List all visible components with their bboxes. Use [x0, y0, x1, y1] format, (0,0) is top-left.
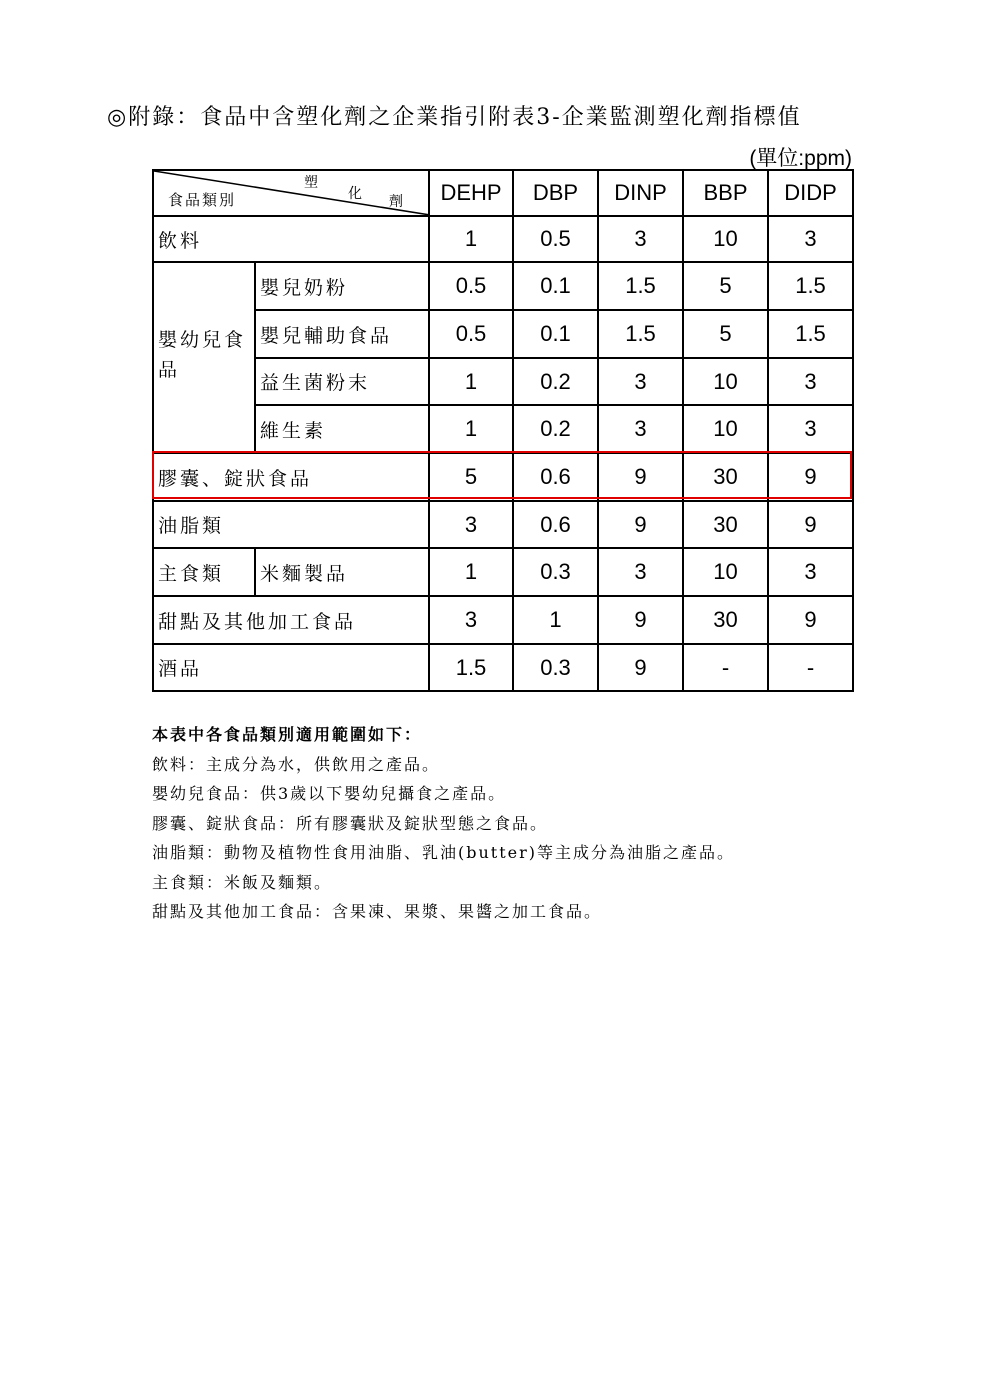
value-cell: 30 [683, 501, 768, 548]
table-row [153, 548, 853, 596]
value-cell: 1 [429, 358, 513, 405]
value-cell: - [768, 644, 853, 691]
value-cell: 3 [598, 216, 683, 262]
category-cell: 米麵製品 [255, 548, 429, 596]
category-cell: 膠囊、錠狀食品 [153, 453, 429, 501]
value-cell: 9 [768, 501, 853, 548]
corner-label-char: 劑 [389, 194, 403, 210]
unit-label: (單位:ppm) [749, 147, 852, 170]
group-cell-infant-food: 嬰幼兒食品 [153, 262, 255, 453]
value-cell: 10 [683, 216, 768, 262]
value-cell: 9 [598, 501, 683, 548]
note-line: 主食類：米飯及麵類。 [152, 872, 333, 892]
table-row [153, 405, 853, 453]
value-cell: 0.5 [429, 262, 513, 310]
table-row [153, 310, 853, 358]
table-row [153, 262, 853, 310]
column-header-dbp: DBP [513, 170, 598, 216]
value-cell: 3 [768, 405, 853, 453]
value-cell: 0.1 [513, 262, 598, 310]
value-cell: 1.5 [768, 310, 853, 358]
value-cell: 9 [768, 453, 853, 501]
value-cell: 10 [683, 548, 768, 596]
value-cell: 10 [683, 405, 768, 453]
note-line: 飲料：主成分為水，供飲用之產品。 [152, 754, 441, 774]
value-cell: 3 [598, 548, 683, 596]
table-row [153, 644, 853, 691]
plasticizer-table [152, 169, 854, 692]
value-cell: 9 [768, 596, 853, 644]
value-cell: 0.2 [513, 405, 598, 453]
value-cell: 3 [768, 548, 853, 596]
category-notes [152, 720, 872, 927]
column-header-didp: DIDP [768, 170, 853, 216]
value-cell: 0.2 [513, 358, 598, 405]
category-cell: 嬰兒奶粉 [255, 262, 429, 310]
value-cell: 30 [683, 453, 768, 501]
value-cell: 1.5 [768, 262, 853, 310]
note-line: 嬰幼兒食品：供3歲以下嬰幼兒攝食之產品。 [152, 784, 507, 803]
table-row-highlighted [153, 453, 853, 501]
column-header-dehp: DEHP [429, 170, 513, 216]
corner-label-char: 化 [348, 186, 362, 202]
note-line: 膠囊、錠狀食品：所有膠囊狀及錠狀型態之食品。 [152, 813, 549, 833]
value-cell: 9 [598, 453, 683, 501]
value-cell: 1 [429, 548, 513, 596]
value-cell: 1 [429, 216, 513, 262]
value-cell: 3 [768, 216, 853, 262]
value-cell: 1 [429, 405, 513, 453]
category-cell: 維生素 [255, 405, 429, 453]
value-cell: 3 [598, 358, 683, 405]
column-header-bbp: BBP [683, 170, 768, 216]
value-cell: - [683, 644, 768, 691]
value-cell: 10 [683, 358, 768, 405]
value-cell: 5 [429, 453, 513, 501]
corner-label-char: 塑 [304, 175, 318, 191]
notes-heading: 本表中各食品類別適用範圍如下： [152, 725, 423, 744]
value-cell: 9 [598, 644, 683, 691]
value-cell: 3 [598, 405, 683, 453]
value-cell: 1.5 [598, 310, 683, 358]
category-cell: 飲料 [153, 216, 429, 262]
corner-label-food-category: 食品類別 [168, 191, 237, 209]
value-cell: 0.5 [513, 216, 598, 262]
category-cell: 甜點及其他加工食品 [153, 596, 429, 644]
value-cell: 1.5 [429, 644, 513, 691]
group-cell-staple-food: 主食類 [153, 548, 255, 596]
value-cell: 0.1 [513, 310, 598, 358]
table-row [153, 358, 853, 405]
table-row [153, 501, 853, 548]
value-cell: 1.5 [598, 262, 683, 310]
category-cell: 油脂類 [153, 501, 429, 548]
value-cell: 1 [513, 596, 598, 644]
category-cell: 嬰兒輔助食品 [255, 310, 429, 358]
category-cell: 益生菌粉末 [255, 358, 429, 405]
value-cell: 3 [429, 501, 513, 548]
header-row [153, 170, 853, 216]
value-cell: 0.5 [429, 310, 513, 358]
value-cell: 9 [598, 596, 683, 644]
value-cell: 5 [683, 262, 768, 310]
category-cell: 酒品 [153, 644, 429, 691]
value-cell: 0.3 [513, 644, 598, 691]
value-cell: 5 [683, 310, 768, 358]
value-cell: 0.6 [513, 453, 598, 501]
corner-header-cell [153, 170, 429, 216]
value-cell: 3 [768, 358, 853, 405]
value-cell: 0.3 [513, 548, 598, 596]
column-header-dinp: DINP [598, 170, 683, 216]
value-cell: 30 [683, 596, 768, 644]
document-title: ◎附錄：食品中含塑化劑之企業指引附表3-企業監測塑化劑指標值 [107, 105, 802, 130]
value-cell: 0.6 [513, 501, 598, 548]
value-cell: 3 [429, 596, 513, 644]
table-row [153, 216, 853, 262]
note-line: 油脂類：動物及植物性食用油脂、乳油(butter)等主成分為油脂之產品。 [152, 843, 736, 862]
table-row [153, 596, 853, 644]
note-line: 甜點及其他加工食品：含果凍、果漿、果醬之加工食品。 [152, 902, 603, 921]
